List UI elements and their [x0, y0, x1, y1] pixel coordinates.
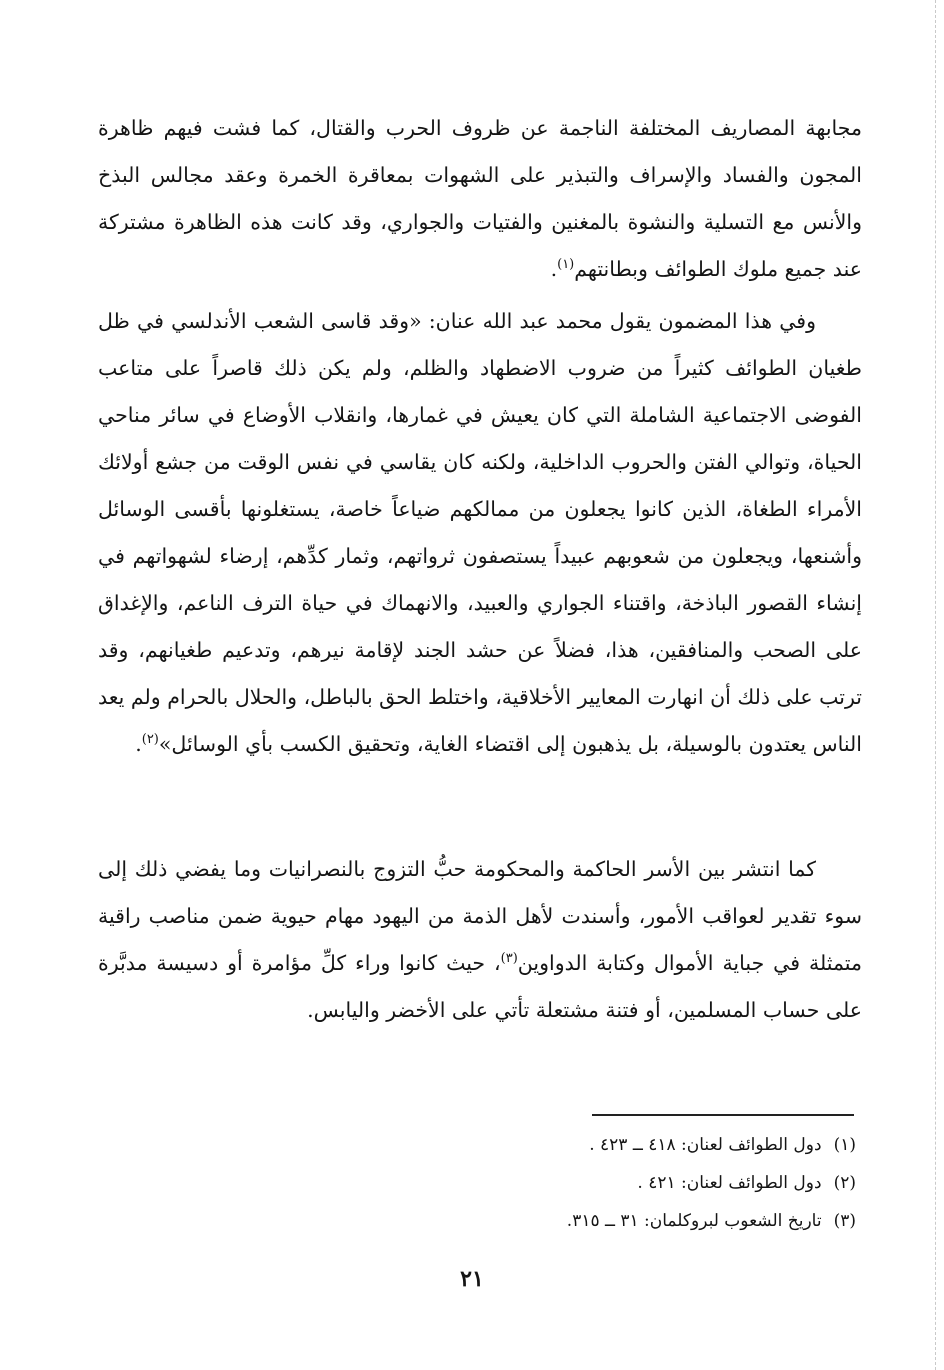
footnote-number: (١) [833, 1135, 856, 1155]
footnote-ref-2: (٢) [141, 732, 159, 748]
footnote-item [256, 1164, 856, 1202]
paragraph-3-body [98, 846, 862, 1034]
paragraph-1-text: مجابهة المصاريف المختلفة الناجمة عن ظروف الحرب والقتال، كما فشت فيهم ظاهرة المجون والفساد والإسراف والتبذير على الشهوات بمعاقرة الخمرة وعقد مجالس البذخ والأنس مع التسلية والنشوة بالمغنين والفتيات والجواري، وقد كانت هذه الظاهرة مشتركة عند جميع ملوك الطوائف وبطانتهم [98, 116, 862, 281]
paragraph-2-body [98, 298, 862, 768]
paragraph-1-body [98, 105, 862, 293]
paragraph-3-tail: ، حيث كانوا وراء كلِّ مؤامرة أو دسيسة مدبَّرة على حساب المسلمين، أو فتنة مشتعلة تأتي على الأخضر واليابس. [98, 951, 862, 1022]
paragraph-3-text: كما انتشر بين الأسر الحاكمة والمحكومة حبُّ التزوج بالنصرانيات وما يفضي ذلك إلى سوء تقدير لعواقب الأمور، وأسندت لأهل الذمة من اليهود مهام حيوية ضمن مناصب راقية متمثلة في جباية الأموال وكتابة الدواوين [98, 857, 862, 975]
paragraph-3 [98, 846, 862, 1034]
paragraph-2-tail: . [135, 732, 142, 756]
footnote-ref-3: (٣) [500, 951, 518, 967]
paragraph-1-tail: . [550, 257, 558, 281]
footnote-number: (٣) [833, 1211, 856, 1231]
footnote-text: تاريخ الشعوب لبروكلمان: ٣١ ــ ٣١٥. [566, 1211, 822, 1231]
footnote-item [256, 1126, 856, 1164]
footnote-number: (٢) [833, 1173, 856, 1193]
page-number: ٢١ [460, 1266, 484, 1292]
footnotes-list [256, 1126, 856, 1240]
paragraph-1 [98, 105, 862, 293]
paragraph-2 [98, 298, 862, 768]
footnote-text: دول الطوائف لعنان: ٤٢١ . [637, 1173, 822, 1193]
footnote-ref-1: (١) [557, 257, 575, 273]
footnote-separator [592, 1114, 854, 1116]
footnote-text: دول الطوائف لعنان: ٤١٨ ــ ٤٢٣ . [589, 1135, 822, 1155]
footnote-item [256, 1202, 856, 1240]
page-edge-mark [934, 0, 936, 1370]
paragraph-2-text: وفي هذا المضمون يقول محمد عبد الله عنان: «وقد قاسى الشعب الأندلسي في ظل طغيان الطوائف كثيراً من ضروب الاضطهاد والظلم، ولم يكن ذلك قاصراً على متاعب الفوضى الاجتماعية الشاملة التي كان يعيش في غمارها، وانقلاب الأوضاع في سائر مناحي الحياة، وتوالي الفتن والحروب الداخلية، ولكنه كان يقاسي في نفس الوقت من جشع أولائك الأمراء الطغاة، الذين كانوا يجعلون من ممالكهم ضياعاً خاصة، يستغلونها بأقسى الوسائل وأشنعها، ويجعلون من شعوبهم عبيداً يستصفون ثرواتهم، وثمار كدِّهم، إرضاء لشهواتهم في إنشاء القصور الباذخة، واقتناء الجواري والعبيد، والانهماك في حياة الترف الناعم، والإغداق على الصحب والمنافقين، هذا، فضلاً عن حشد الجند لإقامة نيرهم، وتدعيم طغيانهم، وقد ترتب على ذلك أن انهارت المعايير الأخلاقية، واختلط الحق بالباطل، والحلال بالحرام ولم يعد الناس يعتدون بالوسيلة، بل يذهبون إلى اقتضاء الغاية، وتحقيق الكسب بأي الوسائل» [98, 309, 862, 756]
